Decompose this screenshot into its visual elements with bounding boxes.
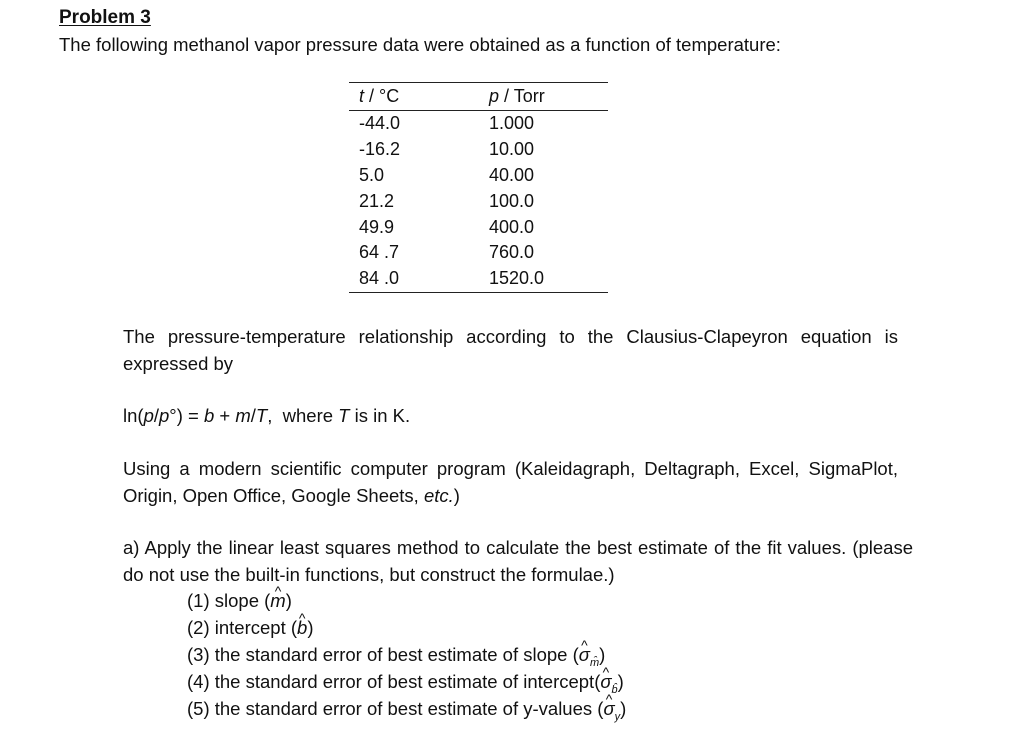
cell-temperature: 5.0 (359, 164, 385, 185)
part-a-paragraph: a) Apply the linear least squares method to calculate the best estimate of the fit values. (please do not use the built-in functions, but construct the formulae.) (123, 537, 913, 585)
cell-pressure: 40.00 (489, 164, 535, 185)
sigma-hat-symbol: ^ σ (603, 695, 614, 722)
table-row (349, 240, 608, 266)
item-label: (1) slope ( (187, 590, 271, 611)
problem-intro: The following methanol vapor pressure data were obtained as a function of temperature: (59, 34, 781, 55)
item-label: (5) the standard error of best estimate of y-values ( (187, 698, 604, 719)
problem-title: Problem 3 (59, 7, 151, 28)
list-item: (4) the standard error of best estimate of intercept(^ $\sigma_{b̂}$) (187, 668, 626, 695)
item-label: (2) intercept ( (187, 617, 298, 638)
item-label: (3) the standard error of best estimate of slope ( (187, 644, 579, 665)
table-row (349, 111, 608, 137)
cell-pressure: 1.000 (489, 113, 535, 134)
cell-pressure: 100.0 (489, 190, 535, 211)
item-label: (4) the standard error of best estimate of intercept( (187, 671, 601, 692)
equation-tail: is in K. (354, 405, 411, 426)
subscript-b: b̂ (611, 684, 618, 696)
table-row (349, 214, 608, 240)
equation-where: where (282, 405, 334, 426)
cell-temperature: -44.0 (359, 113, 401, 134)
cell-pressure: 1520.0 (489, 266, 608, 292)
subscript-y: y (614, 711, 621, 723)
b-hat-symbol: ^ b (297, 614, 307, 641)
table-row (349, 188, 608, 214)
fit-values-list (187, 587, 626, 722)
table-row (349, 163, 608, 189)
sigma-hat-symbol: ^ σ (600, 668, 611, 695)
list-item: (5) the standard error of best estimate of y-values (^ $\sigma_y$) (187, 695, 626, 722)
cell-temperature: 64 .7 (359, 242, 400, 263)
cell-temperature: 21.2 (359, 190, 395, 211)
table-row (349, 266, 608, 292)
subscript-m: m̂ (589, 657, 600, 669)
software-text: Using a modern scientific computer program (Kaleidagraph, Deltagraph, Excel, SigmaPlot, Origin, Open Office, Google Sheets, (123, 458, 898, 506)
list-item: (1) slope (^ m) (187, 587, 626, 614)
clausius-equation: ln(p/p°) = b + m/T, where T is in K. (123, 405, 411, 426)
m-hat-symbol: ^ m (270, 587, 285, 614)
vapor-pressure-table (349, 82, 608, 293)
clausius-paragraph: The pressure-temperature relationship according to the Clausius-Clapeyron equation is expressed by (123, 326, 898, 374)
header-temperature: t / °C (349, 83, 489, 111)
cell-temperature: 84 .0 (349, 266, 489, 292)
header-pressure: p / Torr (489, 83, 608, 111)
cell-temperature: 49.9 (359, 216, 395, 237)
cell-pressure: 760.0 (489, 242, 535, 263)
cell-pressure: 400.0 (489, 216, 535, 237)
list-item: (3) the standard error of best estimate of slope (^ $\sigma_{m̂}$) (187, 641, 626, 668)
sigma-hat-symbol: ^ σ (579, 641, 590, 668)
cell-temperature: -16.2 (359, 139, 401, 160)
cell-pressure: 10.00 (489, 139, 535, 160)
software-paragraph: Using a modern scientific computer program (Kaleidagraph, Deltagraph, Excel, SigmaPlot, Origin, Open Office, Google Sheets, etc.) (123, 458, 898, 506)
table-row (349, 137, 608, 163)
software-etc: etc. (423, 485, 454, 506)
list-item: (2) intercept (^ b) (187, 614, 626, 641)
table-header-row (349, 83, 608, 111)
